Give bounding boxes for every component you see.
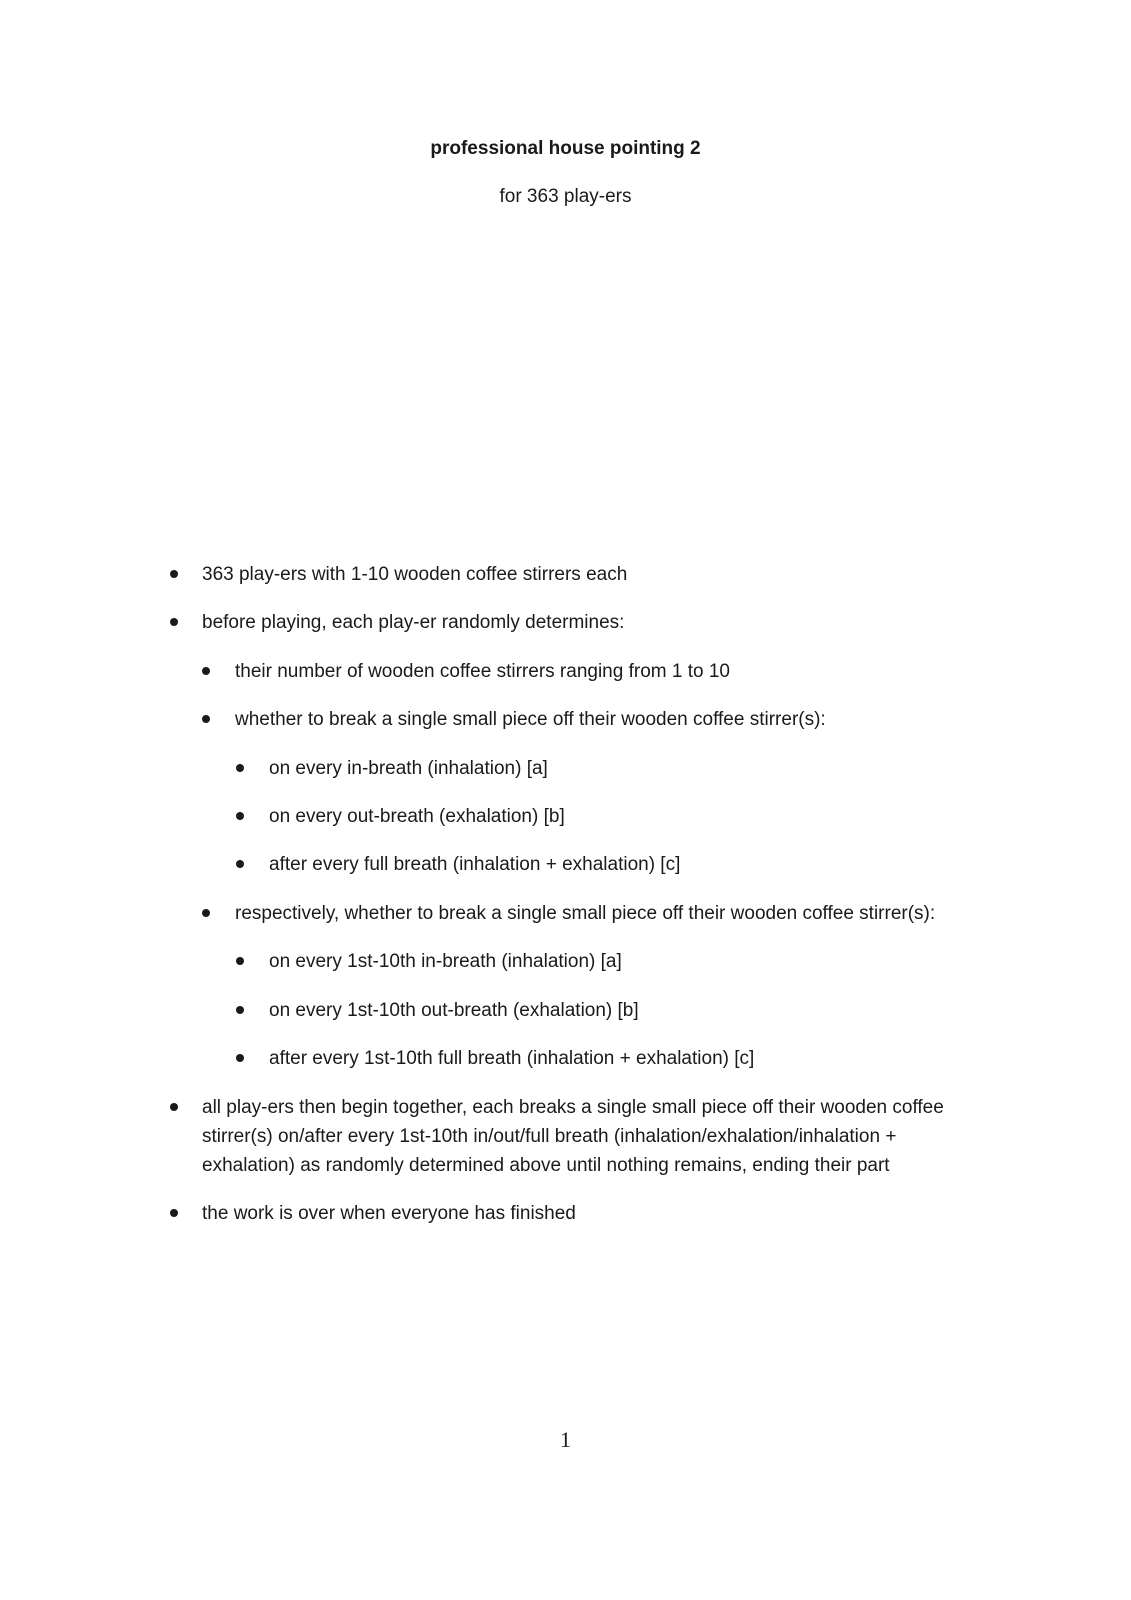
list-item: after every full breath (inhalation + exhalation) [c]	[269, 854, 681, 875]
list-item: their number of wooden coffee stirrers ranging from 1 to 10	[235, 661, 730, 682]
bullet-icon	[170, 1209, 178, 1217]
list-item: the work is over when everyone has finished	[202, 1203, 576, 1224]
bullet-icon	[202, 715, 210, 723]
bullet-icon	[170, 570, 178, 578]
list-item: after every 1st-10th full breath (inhalation + exhalation) [c]	[269, 1048, 755, 1069]
list-item-line: exhalation) as randomly determined above until nothing remains, ending their part	[202, 1155, 890, 1176]
list-item: on every 1st-10th out-breath (exhalation) [b]	[269, 1000, 639, 1021]
bullet-icon	[170, 1103, 178, 1111]
list-item: before playing, each play-er randomly determines:	[202, 612, 625, 633]
list-item: on every 1st-10th in-breath (inhalation) [a]	[269, 951, 622, 972]
list-item: respectively, whether to break a single small piece off their wooden coffee stirrer(s):	[235, 903, 936, 924]
bullet-icon	[236, 957, 244, 965]
bullet-icon	[236, 1006, 244, 1014]
list-item: whether to break a single small piece off their wooden coffee stirrer(s):	[235, 709, 826, 730]
page-number: 1	[560, 1427, 571, 1452]
document-title: professional house pointing 2	[430, 138, 701, 159]
bullet-icon	[236, 1054, 244, 1062]
list-item: on every out-breath (exhalation) [b]	[269, 806, 565, 827]
list-item-line: all play-ers then begin together, each breaks a single small piece off their wooden coffee	[202, 1097, 944, 1118]
bullet-icon	[236, 812, 244, 820]
list-item-line: stirrer(s) on/after every 1st-10th in/out/full breath (inhalation/exhalation/inhalation +	[202, 1126, 897, 1147]
list-item: 363 play-ers with 1-10 wooden coffee stirrers each	[202, 564, 628, 585]
list-item: on every in-breath (inhalation) [a]	[269, 758, 548, 779]
bullet-icon	[202, 909, 210, 917]
bullet-icon	[236, 860, 244, 868]
bullet-icon	[236, 764, 244, 772]
document-subtitle: for 363 play-ers	[499, 186, 632, 207]
bullet-icon	[170, 618, 178, 626]
bullet-icon	[202, 667, 210, 675]
